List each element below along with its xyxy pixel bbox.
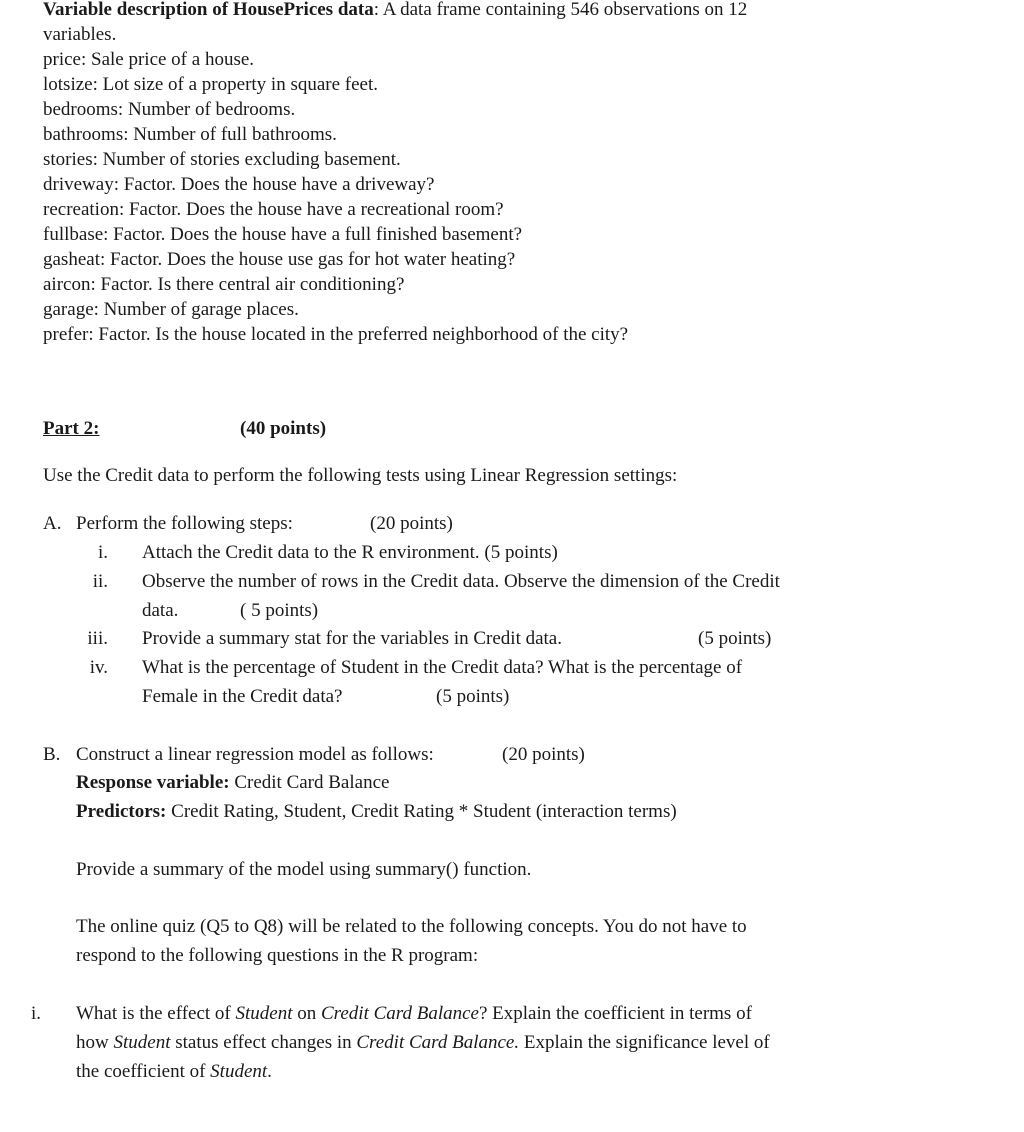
var-garage: garage: Number of garage places. [43, 299, 299, 320]
item-iii-num: iii. [87, 628, 108, 649]
var-recreation: recreation: Factor. Does the house have a recreational room? [43, 199, 504, 220]
predictors-line [76, 797, 677, 826]
var-aircon: aircon: Factor. Is there central air conditioning? [43, 274, 405, 295]
section-a-marker: A. [43, 513, 62, 534]
var-bathrooms: bathrooms: Number of full bathrooms. [43, 124, 337, 145]
item-ii-num: ii. [92, 571, 108, 592]
section-a-label: Perform the following steps: [76, 513, 293, 534]
item-iii-points: (5 points) [698, 628, 772, 649]
q-text: the coefficient of [76, 1061, 211, 1082]
q-italic-student: Student [113, 1032, 171, 1053]
item-iv-num: iv. [89, 657, 108, 678]
q-text: status effect changes in [170, 1032, 357, 1053]
var-fullbase: fullbase: Factor. Does the house have a full finished basement? [43, 224, 523, 245]
q-italic-balance: Credit Card Balance. [356, 1032, 520, 1053]
var-driveway: driveway: Factor. Does the house have a driveway? [43, 174, 435, 195]
question-i-line1 [76, 999, 752, 1028]
var-lotsize: lotsize: Lot size of a property in square feet. [43, 74, 379, 95]
q-text: . [267, 1061, 272, 1082]
part2-title: Part 2: [43, 418, 100, 439]
item-ii-text2: data. [142, 600, 179, 621]
q-italic-student: Student [210, 1061, 268, 1082]
part2-instruction: Use the Credit data to perform the following tests using Linear Regression settings: [43, 465, 678, 486]
quiz-note-1: The online quiz (Q5 to Q8) will be related to the following concepts. You do not have to [76, 916, 747, 937]
q-italic-balance: Credit Card Balance [321, 1003, 479, 1024]
q-text: on [292, 1003, 321, 1024]
question-i-num: i. [31, 1003, 42, 1024]
q-text: What is the effect of [76, 1003, 236, 1024]
predictors-label: Predictors: [76, 801, 167, 822]
predictors-value: Credit Rating, Student, Credit Rating * Student (interaction terms) [166, 801, 677, 822]
response-label: Response variable: [76, 772, 230, 793]
item-ii-points: ( 5 points) [240, 600, 319, 621]
var-gasheat: gasheat: Factor. Does the house use gas for hot water heating? [43, 249, 516, 270]
intro-heading-rest: : A data frame containing 546 observations on 12 [373, 0, 748, 20]
q-text: ? Explain the coefficient in terms of [478, 1003, 752, 1024]
intro-line2: variables. [43, 24, 117, 45]
section-b-label: Construct a linear regression model as follows: [76, 744, 434, 765]
item-iv-text: What is the percentage of Student in the Credit data? What is the percentage of [142, 657, 743, 678]
item-i-text: Attach the Credit data to the R environment. (5 points) [142, 542, 558, 563]
q-text: Explain the significance level of [519, 1032, 770, 1053]
part2-points: (40 points) [240, 418, 327, 439]
item-iii-text: Provide a summary stat for the variables in Credit data. [142, 628, 562, 649]
item-ii-text: Observe the number of rows in the Credit data. Observe the dimension of the Credit [142, 571, 780, 592]
question-i-line3 [76, 1057, 272, 1086]
question-i-line2 [76, 1028, 770, 1057]
item-i-num: i. [97, 542, 108, 563]
summary-note: Provide a summary of the model using summary() function. [76, 859, 532, 880]
item-iv-text2: Female in the Credit data? [142, 686, 343, 707]
intro-heading: Variable description of HousePrices data [43, 0, 374, 20]
q-text: how [76, 1032, 114, 1053]
response-value: Credit Card Balance [229, 772, 390, 793]
var-prefer: prefer: Factor. Is the house located in the preferred neighborhood of the city? [43, 324, 629, 345]
item-iv-points: (5 points) [436, 686, 510, 707]
response-line [76, 768, 389, 797]
var-bedrooms: bedrooms: Number of bedrooms. [43, 99, 296, 120]
intro-heading-line [43, 0, 747, 22]
quiz-note-2: respond to the following questions in the R program: [76, 945, 479, 966]
q-italic-student: Student [235, 1003, 293, 1024]
section-b-marker: B. [43, 744, 61, 765]
section-b-points: (20 points) [502, 744, 585, 765]
section-a-points: (20 points) [370, 513, 453, 534]
var-price: price: Sale price of a house. [43, 49, 255, 70]
var-stories: stories: Number of stories excluding basement. [43, 149, 401, 170]
